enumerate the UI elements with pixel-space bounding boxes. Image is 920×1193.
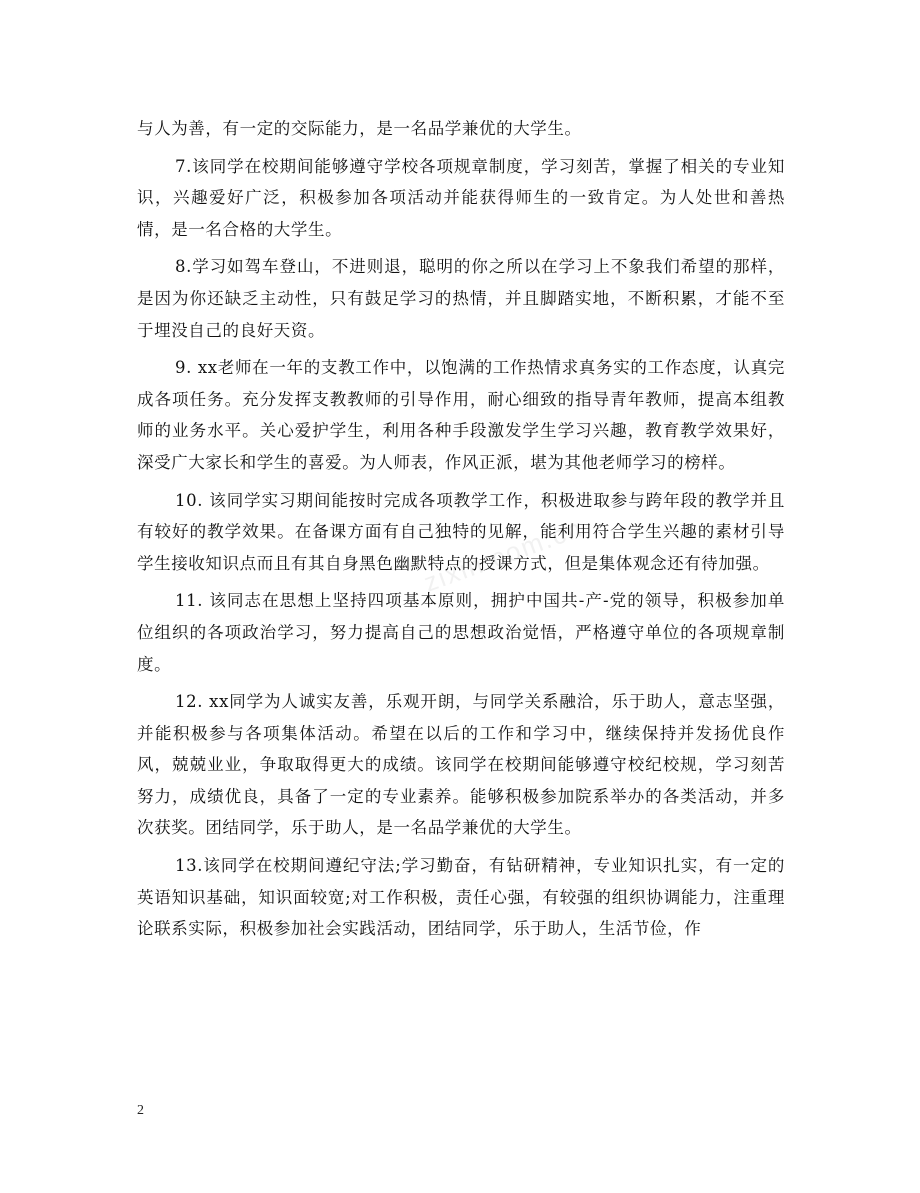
paragraph-13: 13.该同学在校期间遵纪守法;学习勤奋，有钻研精神，专业知识扎实，有一定的英语知识基础，知识面较宽;对工作积极，责任心强，有较强的组织协调能力，注重理论联系实际，积极参加社会实践活动，团结同学，乐于助人，生活节俭，作 [137, 856, 785, 939]
paragraph-7: 7.该同学在校期间能够遵守学校各项规章制度，学习刻苦，掌握了相关的专业知识，兴趣爱好广泛，积极参加各项活动并能获得师生的一致肯定。为人处世和善热情，是一名合格的大学生。 [137, 156, 785, 239]
paragraph-continuation: 与人为善，有一定的交际能力，是一名品学兼优的大学生。 [137, 119, 582, 138]
document-body [137, 113, 785, 951]
paragraph-9: 9. xx老师在一年的支教工作中，以饱满的工作热情求真务实的工作态度，认真完成各项任务。充分发挥支教教师的引导作用，耐心细致的指导青年教师，提高本组教师的业务水平。关心爱护学生，利用各种手段激发学生学习兴趣，教育教学效果好，深受广大家长和学生的喜爱。为人师表，作风正派，堪为其他老师学习的榜样。 [137, 358, 785, 472]
paragraph-10: 10. 该同学实习期间能按时完成各项教学工作，积极进取参与跨年段的教学并且有较好的教学效果。在备课方面有自己独特的见解，能利用符合学生兴趣的素材引导学生接收知识点而且有其自身黑色幽默特点的授课方式，但是集体观念还有待加强。 [137, 490, 785, 573]
paragraph-11: 11. 该同志在思想上坚持四项基本原则，拥护中国共-产-党的领导，积极参加单位组织的各项政治学习，努力提高自己的思想政治觉悟，严格遵守单位的各项规章制度。 [137, 591, 785, 674]
page-number: 2 [137, 1103, 144, 1118]
paragraph-8: 8.学习如驾车登山，不进则退，聪明的你之所以在学习上不象我们希望的那样，是因为你还缺乏主动性，只有鼓足学习的热情，并且脚踏实地，不断积累，才能不至于埋没自己的良好天资。 [137, 257, 785, 340]
watermark: zixin.com.cn [419, 512, 587, 598]
paragraph-12: 12. xx同学为人诚实友善，乐观开朗，与同学关系融洽，乐于助人，意志坚强，并能积极参与各项集体活动。希望在以后的工作和学习中，继续保持并发扬优良作风，兢兢业业，争取取得更大的成绩。该同学在校期间能够遵守校纪校规，学习刻苦努力，成绩优良，具备了一定的专业素养。能够积极参加院系举办的各类活动，并多次获奖。团结同学，乐于助人，是一名品学兼优的大学生。 [137, 692, 785, 838]
